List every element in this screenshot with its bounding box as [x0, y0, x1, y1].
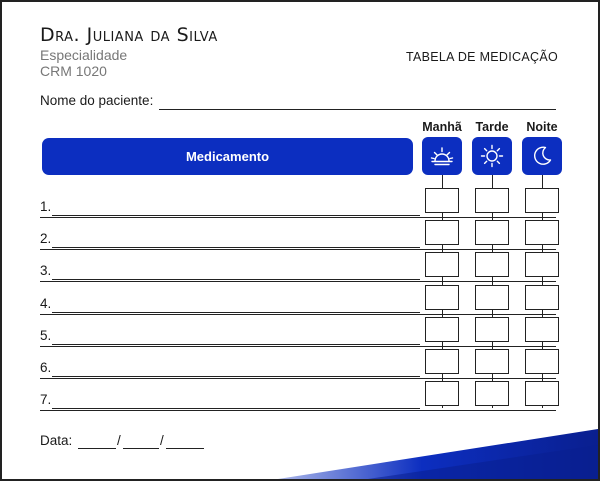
morning-checkbox[interactable] [425, 349, 459, 374]
medication-entry-field[interactable] [52, 215, 420, 216]
medication-header: Medicamento [42, 138, 413, 175]
doctor-name: Dra. Juliana da Silva [40, 24, 218, 46]
night-checkbox[interactable] [525, 285, 559, 310]
period-label-morning: Manhã [422, 120, 462, 134]
medication-entry-field[interactable] [52, 279, 420, 280]
afternoon-checkbox[interactable] [475, 381, 509, 406]
decorative-corner-wave [278, 423, 598, 479]
morning-checkbox[interactable] [425, 317, 459, 342]
medication-entry-field[interactable] [52, 247, 420, 248]
patient-name-label: Nome do paciente: [40, 93, 154, 108]
moon-icon [522, 137, 562, 175]
date-month-field[interactable] [123, 448, 159, 449]
row-number: 3. [40, 263, 52, 278]
row-number: 1. [40, 199, 52, 214]
period-label-afternoon: Tarde [475, 120, 509, 134]
morning-checkbox[interactable] [425, 381, 459, 406]
afternoon-checkbox[interactable] [475, 349, 509, 374]
date-separator: / [117, 433, 121, 448]
night-checkbox[interactable] [525, 252, 559, 277]
patient-name-field[interactable] [159, 109, 556, 110]
medication-entry-field[interactable] [52, 344, 420, 345]
row-number: 4. [40, 296, 52, 311]
afternoon-checkbox[interactable] [475, 188, 509, 213]
date-year-field[interactable] [166, 448, 204, 449]
row-number: 2. [40, 231, 52, 246]
sun-icon [472, 137, 512, 175]
row-divider [40, 314, 556, 315]
row-divider [40, 217, 556, 218]
afternoon-checkbox[interactable] [475, 285, 509, 310]
morning-checkbox[interactable] [425, 252, 459, 277]
period-label-night: Noite [526, 120, 558, 134]
medication-entry-field[interactable] [52, 312, 420, 313]
row-divider [40, 346, 556, 347]
medication-entry-field[interactable] [52, 376, 420, 377]
row-number: 7. [40, 392, 52, 407]
afternoon-checkbox[interactable] [475, 220, 509, 245]
night-checkbox[interactable] [525, 188, 559, 213]
row-number: 5. [40, 328, 52, 343]
morning-checkbox[interactable] [425, 220, 459, 245]
morning-checkbox[interactable] [425, 285, 459, 310]
afternoon-checkbox[interactable] [475, 252, 509, 277]
table-title: TABELA DE MEDICAÇÃO [405, 50, 558, 64]
sunrise-icon [422, 137, 462, 175]
doctor-specialty: Especialidade [40, 47, 128, 63]
medication-entry-field[interactable] [52, 408, 420, 409]
date-label: Data: [40, 433, 73, 448]
row-divider [40, 281, 556, 282]
morning-checkbox[interactable] [425, 188, 459, 213]
row-divider [40, 410, 556, 411]
date-day-field[interactable] [78, 448, 116, 449]
row-divider [40, 378, 556, 379]
afternoon-checkbox[interactable] [475, 317, 509, 342]
row-number: 6. [40, 360, 52, 375]
doctor-crm: CRM 1020 [40, 63, 107, 79]
night-checkbox[interactable] [525, 349, 559, 374]
row-divider [40, 249, 556, 250]
night-checkbox[interactable] [525, 317, 559, 342]
night-checkbox[interactable] [525, 381, 559, 406]
night-checkbox[interactable] [525, 220, 559, 245]
date-separator: / [160, 433, 164, 448]
